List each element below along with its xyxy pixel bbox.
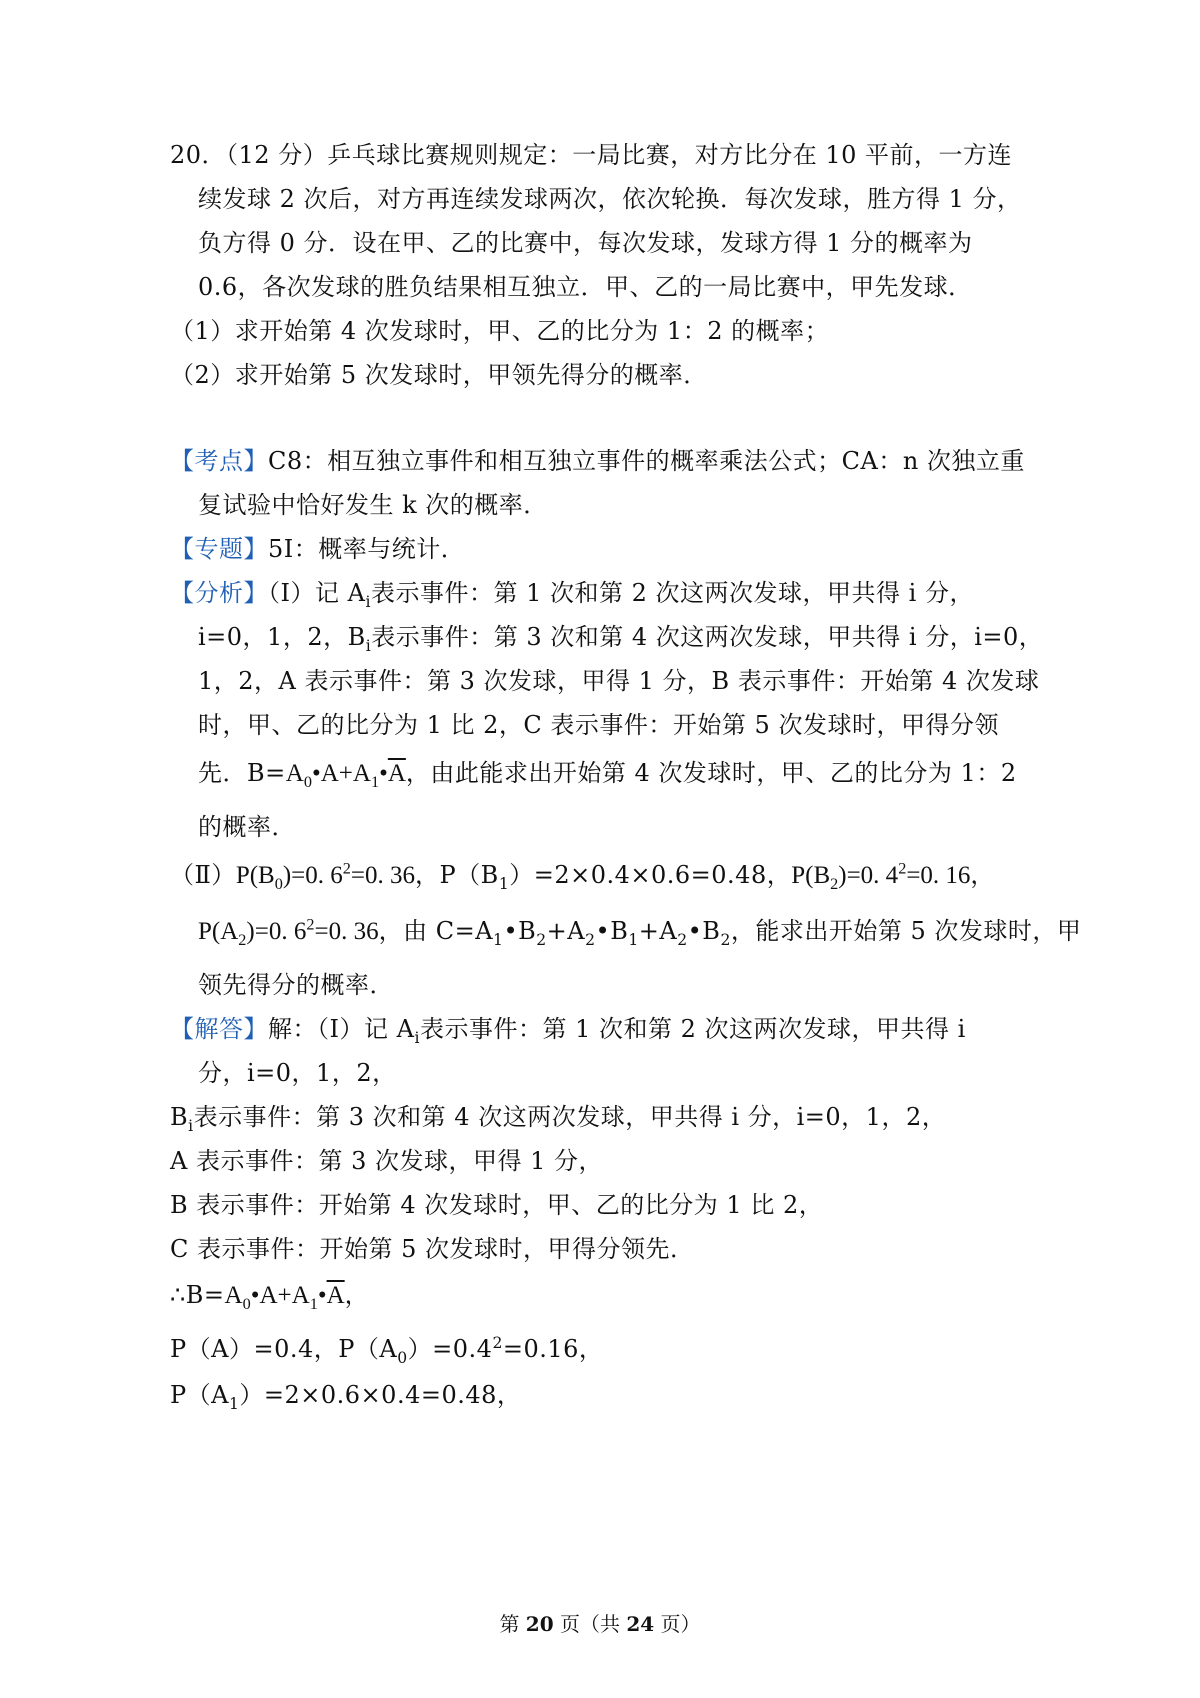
jieda-tag: 【解答】	[170, 1015, 268, 1043]
subscript: 0	[242, 1295, 251, 1313]
problem-line-4: 0.6，各次发球的胜负结果相互独立．甲、乙的一局比赛中，甲先发球．	[198, 273, 973, 301]
jieda-line-3	[170, 1102, 947, 1135]
kaodian-tag: 【考点】	[170, 447, 268, 475]
formula-symbol: P(B	[791, 862, 831, 889]
formula-symbol: A	[285, 760, 304, 787]
formula-symbol: A	[291, 1282, 310, 1309]
zhuanti-tag: 【专题】	[170, 535, 268, 563]
fenxi-line-4: 时，甲、乙的比分为 1 比 2，C 表示事件：开始第 5 次发球时，甲得分领	[198, 711, 999, 739]
subscript: 1	[228, 1394, 240, 1413]
formula-symbol: •	[317, 1282, 327, 1309]
fenxi-line-7	[170, 860, 995, 891]
fenxi-text: ，由此能求出开始第 4 次发球时，甲、乙的比分为 1：2	[405, 759, 1017, 787]
problem-line-3: 负方得 0 分．设在甲、乙的比赛中，每次发球，发球方得 1 分的概率为	[198, 229, 973, 257]
fenxi-text: ，	[970, 861, 995, 889]
fenxi-line-5	[198, 758, 1017, 789]
formula-symbol: A	[352, 760, 371, 787]
formula-b	[285, 760, 406, 791]
fenxi-tag: 【分析】	[170, 579, 268, 607]
subscript: 2	[238, 931, 247, 949]
kaodian-text-1: C8：相互独立事件和相互独立事件的概率乘法公式；CA：n 次独立重	[268, 447, 1025, 475]
fenxi-line-1	[170, 578, 974, 611]
subscript: 1	[370, 773, 380, 791]
subscript: 0	[303, 773, 312, 791]
subscript: 0	[397, 1348, 408, 1367]
formula-symbol-bar: $\overline{A}$	[387, 760, 406, 787]
question-2: （2）求开始第 5 次发球时，甲领先得分的概率．	[170, 361, 708, 389]
zhuanti-line	[170, 534, 465, 564]
superscript: 2	[898, 859, 907, 878]
formula-symbol: P(B	[235, 862, 275, 889]
jieda-text: ）=0.4	[407, 1335, 493, 1363]
subscript: i	[365, 592, 371, 611]
subscript: 2	[830, 875, 839, 893]
page-footer	[0, 1612, 1200, 1636]
formula-symbol: •	[379, 760, 388, 787]
formula-symbol: )=0. 4	[838, 862, 899, 889]
question-1: （1）求开始第 4 次发球时，甲、乙的比分为 1：2 的概率；	[170, 317, 830, 345]
formula-symbol: •	[250, 1282, 260, 1309]
fenxi-line-8	[198, 916, 1081, 947]
footer-text: 页）	[654, 1612, 701, 1636]
jieda-text: 表示事件：第 3 次和第 4 次这两次发球，甲共得 i 分，i=0，1，2，	[193, 1103, 947, 1131]
problem-line-2: 续发球 2 次后，对方再连续发球两次，依次轮换．每次发球，胜方得 1 分，	[198, 185, 1022, 213]
formula-symbol: A	[320, 760, 339, 787]
jieda-line-9	[170, 1380, 522, 1413]
jieda-text: 表示事件：第 1 次和第 2 次这两次发球，甲共得 i	[419, 1015, 966, 1043]
fenxi-text: +A	[546, 917, 586, 945]
jieda-line-7	[170, 1280, 369, 1311]
subscript: 1	[498, 874, 510, 893]
fenxi-text: （Ⅰ）记 A	[268, 579, 366, 607]
jieda-text: P（A	[170, 1381, 229, 1409]
subscript: 2	[720, 930, 731, 949]
fenxi-text: 先．B=	[198, 759, 286, 787]
jieda-line-4: A 表示事件：第 3 次发球，甲得 1 分，	[170, 1147, 604, 1175]
formula-symbol-bar: $\overline{A}$	[326, 1282, 345, 1309]
formula-symbol: A	[259, 1282, 278, 1309]
fenxi-line-9: 领先得分的概率．	[198, 971, 394, 999]
kaodian-line-2: 复试验中恰好发生 k 次的概率．	[198, 491, 548, 519]
fenxi-text: ，由 C=A	[378, 917, 494, 945]
subscript: 1	[628, 930, 639, 949]
formula-symbol: +	[338, 760, 353, 787]
fenxi-line-2	[198, 622, 1044, 655]
fenxi-text: •B	[503, 917, 537, 945]
jieda-line-1	[170, 1014, 966, 1047]
jieda-text: ∴B=	[170, 1281, 225, 1309]
formula-symbol: P(A	[198, 918, 239, 945]
formula-symbol: )=0. 6	[282, 862, 343, 889]
formula-symbol: =0. 36	[314, 918, 379, 945]
fenxi-text: 表示事件：第 3 次和第 4 次这两次发球，甲共得 i 分，i=0，	[371, 623, 1044, 651]
jieda-text: ）=2×0.6×0.4=0.48，	[239, 1381, 522, 1409]
jieda-text: B	[170, 1103, 189, 1131]
subscript: 2	[677, 930, 688, 949]
superscript: 2	[342, 859, 351, 878]
subscript: 1	[309, 1295, 318, 1313]
subscript: 1	[493, 930, 504, 949]
formula-b	[224, 1282, 345, 1313]
problem-line-1: 20．（12 分）乒乓球比赛规则规定：一局比赛，对方比分在 10 平前，一方连	[170, 141, 1013, 169]
jieda-line-6: C 表示事件：开始第 5 次发球时，甲得分领先．	[170, 1235, 695, 1263]
jieda-text: =0.16，	[502, 1335, 604, 1363]
formula-symbol: =0. 16	[906, 862, 971, 889]
fenxi-text: （Ⅱ）	[170, 861, 236, 889]
formula-symbol: •	[311, 760, 321, 787]
fenxi-text: ，P（B	[415, 861, 499, 889]
page-number: 20	[525, 1612, 554, 1636]
fenxi-line-6: 的概率．	[198, 813, 296, 841]
jieda-line-2: 分，i=0，1，2，	[198, 1059, 397, 1087]
formula-symbol: )=0. 6	[246, 918, 307, 945]
formula-symbol: A	[224, 1282, 243, 1309]
jieda-text: ，	[344, 1281, 370, 1309]
jieda-text: P（A）=0.4，P（A	[170, 1335, 398, 1363]
footer-text: 第	[499, 1612, 526, 1636]
fenxi-line-3: 1，2，A 表示事件：第 3 次发球，甲得 1 分，B 表示事件：开始第 4 次发球	[198, 667, 1040, 695]
formula-pa2	[198, 915, 379, 949]
fenxi-text: •B	[687, 917, 721, 945]
formula-symbol: +	[277, 1282, 292, 1309]
fenxi-text: i=0，1，2，B	[198, 623, 366, 651]
superscript: 2	[492, 1334, 503, 1352]
fenxi-text: ）=2×0.4×0.6=0.48，	[509, 861, 792, 889]
formula-symbol: =0. 36	[350, 862, 416, 889]
subscript: 0	[274, 875, 283, 893]
subscript: 2	[585, 930, 596, 949]
fenxi-text: +A	[638, 917, 678, 945]
fenxi-text: •B	[595, 917, 629, 945]
formula-pb2	[791, 859, 971, 893]
kaodian-line-1	[170, 446, 1025, 476]
subscript: i	[188, 1116, 194, 1135]
jieda-line-8	[170, 1334, 604, 1367]
superscript: 2	[306, 915, 315, 934]
footer-text: 页（共	[553, 1612, 627, 1636]
subscript: i	[365, 636, 372, 655]
jieda-text: 解：（Ⅰ）记 A	[268, 1015, 415, 1043]
total-pages: 24	[626, 1612, 655, 1636]
formula-pb0	[235, 859, 416, 893]
zhuanti-text: 5I：概率与统计．	[268, 535, 466, 563]
jieda-line-5: B 表示事件：开始第 4 次发球时，甲、乙的比分为 1 比 2，	[170, 1191, 824, 1219]
subscript: 2	[536, 930, 547, 949]
fenxi-text: ，能求出开始第 5 次发球时，甲	[730, 917, 1082, 945]
fenxi-text: 表示事件：第 1 次和第 2 次这两次发球，甲共得 i 分，	[370, 579, 974, 607]
subscript: i	[414, 1028, 420, 1047]
